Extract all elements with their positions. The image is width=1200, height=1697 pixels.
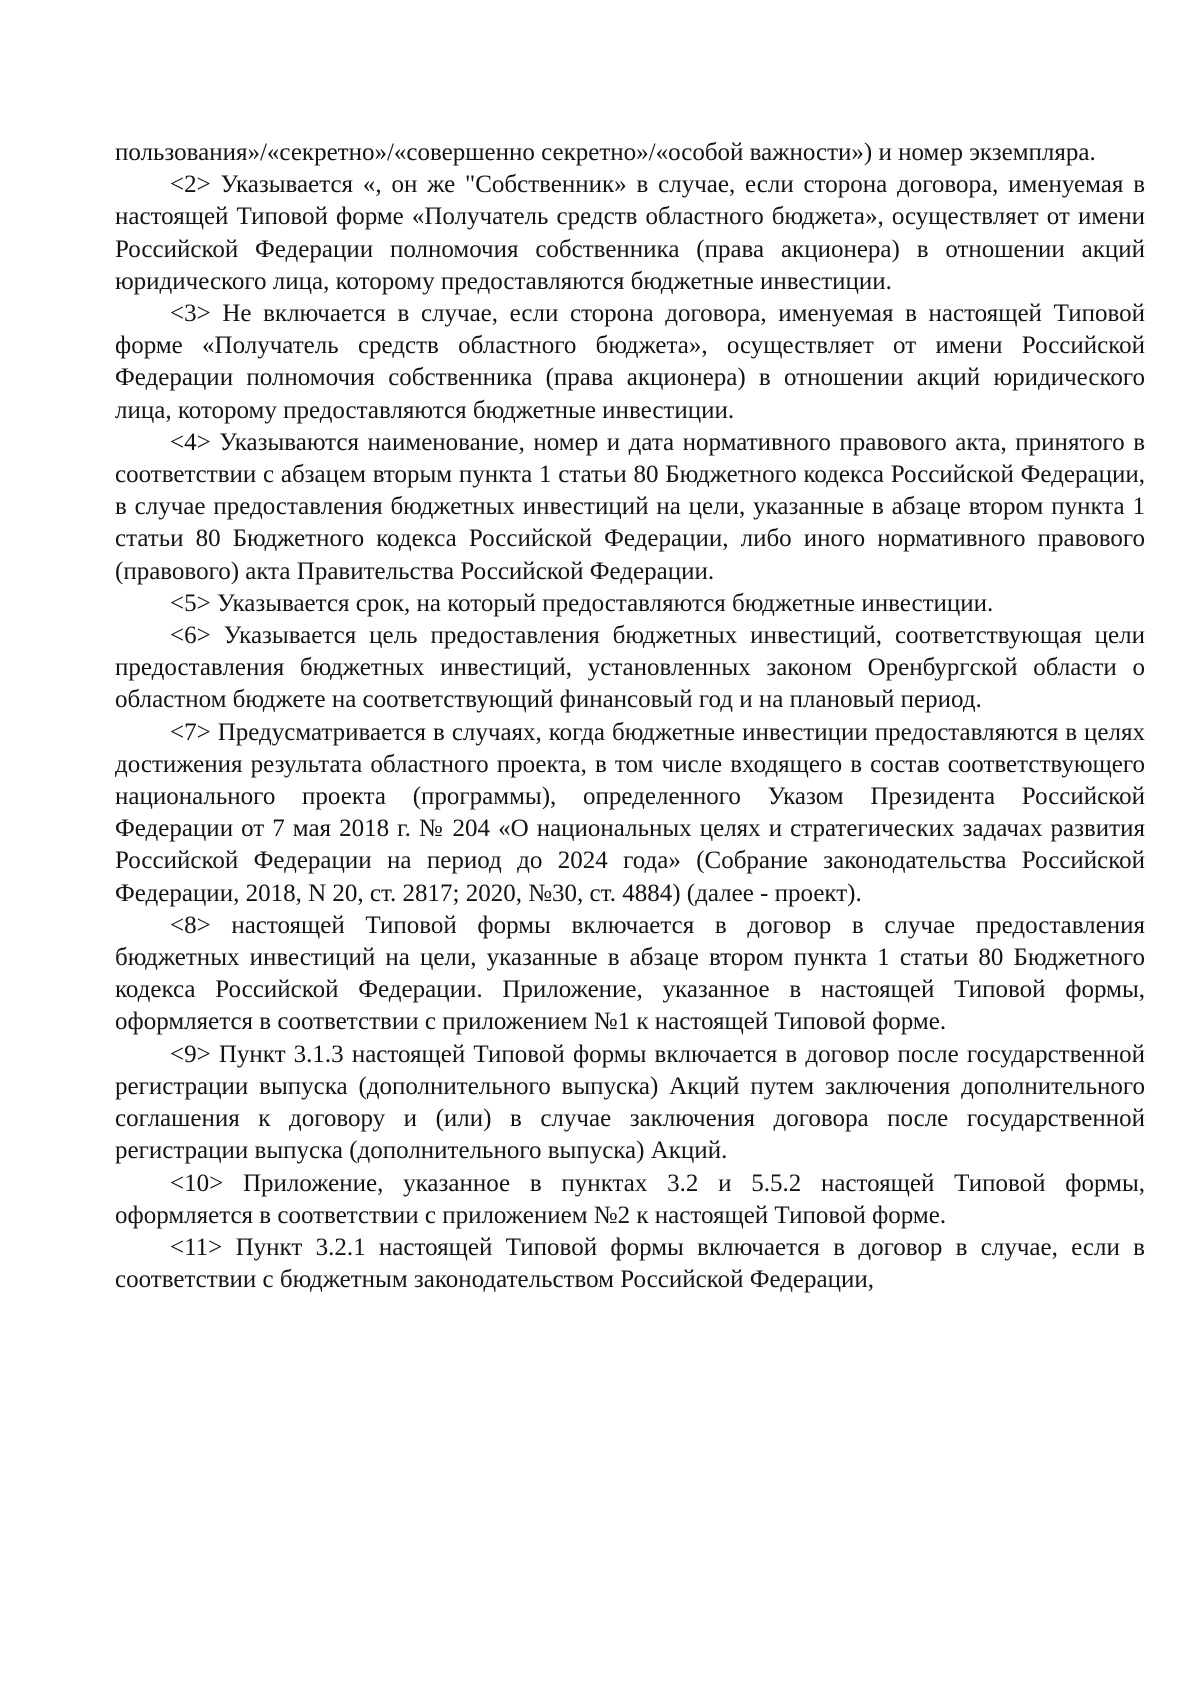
- footnote-10: <10> Приложение, указанное в пунктах 3.2 и 5.5.2 настоящей Типовой формы, оформляется в соответствии с приложением №2 к настоящей Типовой форме.: [115, 1169, 1145, 1229]
- footnote-3: <3> Не включается в случае, если сторона договора, именуемая в настоящей Типовой форме «Получатель средств областного бюджета», осуществляет от имени Российской Федерации полномочия собственника (права акционера) в отношении акций юридического лица, которому предоставляются бюджетные инвестиции.: [115, 300, 1145, 424]
- footnote-2: <2> Указывается «, он же "Собственник» в случае, если сторона договора, именуемая в настоящей Типовой форме «Получатель средств областного бюджета», осуществляет от имени Российской Федерации полномочия собственника (права акционера) в отношении акций юридического лица, которому предоставляются бюджетные инвестиции.: [115, 171, 1145, 295]
- footnote-9: <9> Пункт 3.1.3 настоящей Типовой формы включается в договор после государственной регистрации выпуска (дополнительного выпуска) Акций путем заключения дополнительного соглашения к договору и (или) в случае заключения договора после государственной регистрации выпуска (дополнительного выпуска) Акций.: [115, 1040, 1145, 1165]
- footnote-5: <5> Указывается срок, на который предоставляются бюджетные инвестиции.: [170, 589, 994, 617]
- document-page: [115, 137, 1145, 1296]
- footnote-7: <7> Предусматривается в случаях, когда бюджетные инвестиции предоставляются в целях достижения результата областного проекта, в том числе входящего в состав соответствующего национального проекта (программы), определенного Указом Президента Российской Федерации от 7 мая 2018 г. № 204 «О национальных целях и стратегических задачах развития Российской Федерации на период до 2024 года» (Собрание законодательства Российской Федерации, 2018, N 20, ст. 2817; 2020, №30, ст. 4884) (далее - проект).: [115, 718, 1145, 907]
- footnote-6: <6> Указывается цель предоставления бюджетных инвестиций, соответствующая цели предоставления бюджетных инвестиций, установленных законом Оренбургской области о областном бюджете на соответствующий финансовый год и на плановый период.: [115, 622, 1145, 714]
- paragraph-continuation: пользования»/«секретно»/«совершенно секретно»/«особой важности») и номер экземпляра.: [115, 139, 1096, 166]
- footnote-11: <11> Пункт 3.2.1 настоящей Типовой формы включается в договор в случае, если в соответствии с бюджетным законодательством Российской Федерации,: [115, 1233, 1145, 1294]
- footnote-4: <4> Указываются наименование, номер и дата нормативного правового акта, принятого в соответствии с абзацем вторым пункта 1 статьи 80 Бюджетного кодекса Российской Федерации, в случае предоставления бюджетных инвестиций на цели, указанные в абзаце втором пункта 1 статьи 80 Бюджетного кодекса Российской Федерации, либо иного нормативного правового (правового) акта Правительства Российской Федерации.: [115, 428, 1145, 585]
- footnote-8: <8> настоящей Типовой формы включается в договор в случае предоставления бюджетных инвестиций на цели, указанные в абзаце втором пункта 1 статьи 80 Бюджетного кодекса Российской Федерации. Приложение, указанное в настоящей Типовой формы, оформляется в соответствии с приложением №1 к настоящей Типовой форме.: [115, 911, 1145, 1036]
